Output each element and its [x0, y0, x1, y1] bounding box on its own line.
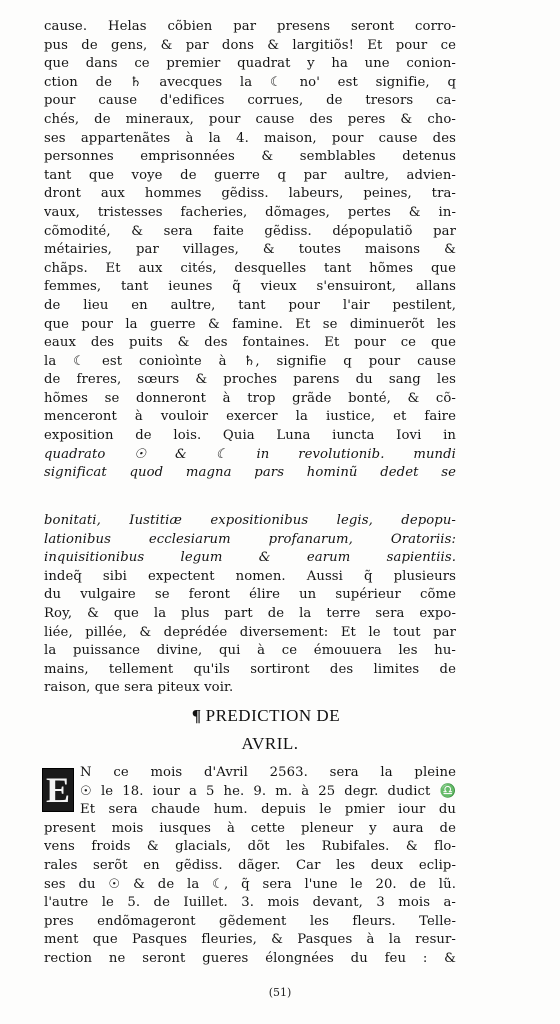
page-number: (51) — [268, 986, 292, 999]
text-line-latin: lationibus ecclesiarum profanarum, Oratoriis: — [44, 531, 456, 547]
text-line: personnes emprisonnées & semblables detenus — [44, 149, 456, 165]
text-line: mains, tellement qu'ils sortiront des limites de — [44, 661, 456, 677]
text-line: rection ne seront gueres élongnées du feu : & — [44, 950, 456, 966]
text-line: de lieu en aultre, tant pour l'air pestilent, — [44, 297, 456, 313]
text-line: Et sera chaude hum. depuis le pmier iour du — [80, 802, 456, 818]
text-line: vaux, tristesses facheries, dõmages, pertes & in- — [44, 204, 456, 220]
text-line: raison, que sera piteux voir. — [44, 680, 234, 696]
text-line: liée, pillée, & deprédée diversement: Et le tout par — [44, 624, 456, 640]
section-heading — [0, 706, 546, 726]
text-line: vens froids & glacials, dõt les Rubifales. & flo- — [44, 839, 456, 855]
text-line: pus de gens, & par dons & largitiõs! Et pour ce — [44, 37, 456, 53]
text-line: pres endõmageront gẽdement les fleurs. Telle- — [44, 913, 456, 929]
text-line: indeq̃ sibi expectent nomen. Aussi q̃ plusieurs — [44, 568, 456, 584]
text-line: rales serõt en gẽdiss. dãger. Car les deux eclip- — [44, 857, 456, 873]
text-line: femmes, tant ieunes q̃ vieux s'ensuiront, allans — [44, 279, 456, 295]
text-line: chãps. Et aux cités, desquelles tant hõmes que — [44, 260, 456, 276]
text-line: eaux des puits & des fontaines. Et pour ce que — [44, 335, 456, 351]
text-line: present mois iusques à cette pleneur y aura de — [44, 820, 456, 836]
text-line: ment que Pasques fleuries, & Pasques à la resur- — [44, 932, 456, 948]
text-line: chés, de mineraux, pour cause des peres & cho- — [44, 111, 456, 127]
text-line-latin: quadrato ☉ & ☾ in revolutionib. mundi — [44, 446, 456, 462]
text-line: l'autre le 5. de Iuillet. 3. mois devant, 3 mois a- — [44, 895, 456, 911]
section-heading-line1: PREDICTION DE — [205, 706, 341, 725]
drop-cap-initial: E — [42, 768, 74, 812]
text-line-latin: inquisitionibus legum & earum sapientiis. — [44, 550, 456, 566]
text-block-top — [44, 18, 456, 483]
text-line: du vulgaire se feront élire un supérieur cõme — [44, 587, 456, 603]
text-line: hõmes se donneront à trop grãde bonté, & cõ- — [44, 390, 456, 406]
text-line: de freres, sœurs & proches parens du sang les — [44, 372, 456, 388]
text-block-bottom — [44, 764, 456, 969]
text-line: cõmodité, & sera faite gẽdiss. dépopulatiõ par — [44, 223, 456, 239]
text-line: la ☾ est conioìnte à ♄, signifie q pour cause — [44, 353, 456, 369]
text-line: ☉ le 18. iour a 5 he. 9. m. à 25 degr. dudict ♎ — [80, 783, 456, 799]
text-line: dront aux hommes gẽdiss. labeurs, peines, tra- — [44, 186, 456, 202]
text-line-latin: significat quod magna pars hominũ dedet se — [44, 465, 456, 481]
pilcrow-icon: ¶ — [191, 706, 202, 725]
section-heading-line2: AVRIL. — [241, 734, 299, 753]
text-line: cause. Helas cõbien par presens seront corro- — [44, 19, 456, 34]
text-line: ction de ♄ avecques la ☾ no' est signifie, q — [44, 74, 456, 90]
text-line: que pour la guerre & famine. Et se diminuerõt les — [44, 316, 456, 332]
text-line: que dans ce premier quadrat y ha une conion- — [44, 56, 456, 72]
text-line: la puissance divine, qui à ce émouuera les hu- — [44, 643, 456, 659]
text-line: ses appartenãtes à la 4. maison, pour cause des — [44, 130, 456, 146]
text-line: pour cause d'edifices corrues, de tresors ca- — [44, 93, 456, 109]
text-line: menceront à vouloir exercer la iustice, et faire — [44, 409, 456, 425]
text-line: exposition de lois. Quia Luna iuncta Iovi in — [44, 428, 456, 444]
text-line: N ce mois d'Avril 2563. sera la pleine — [80, 765, 456, 780]
text-block-middle — [44, 512, 456, 698]
text-line: tant que voye de guerre q par aultre, advien- — [44, 167, 456, 183]
text-line-latin: bonitati, Iustitiæ expositionibus legis, depopu- — [44, 513, 456, 528]
text-line: Roy, & que la plus part de la terre sera expo- — [44, 605, 456, 621]
text-line: ses du ☉ & de la ☾, q̃ sera l'une le 20. de lũ. — [44, 876, 456, 892]
text-line: métairies, par villages, & toutes maisons & — [44, 242, 456, 258]
